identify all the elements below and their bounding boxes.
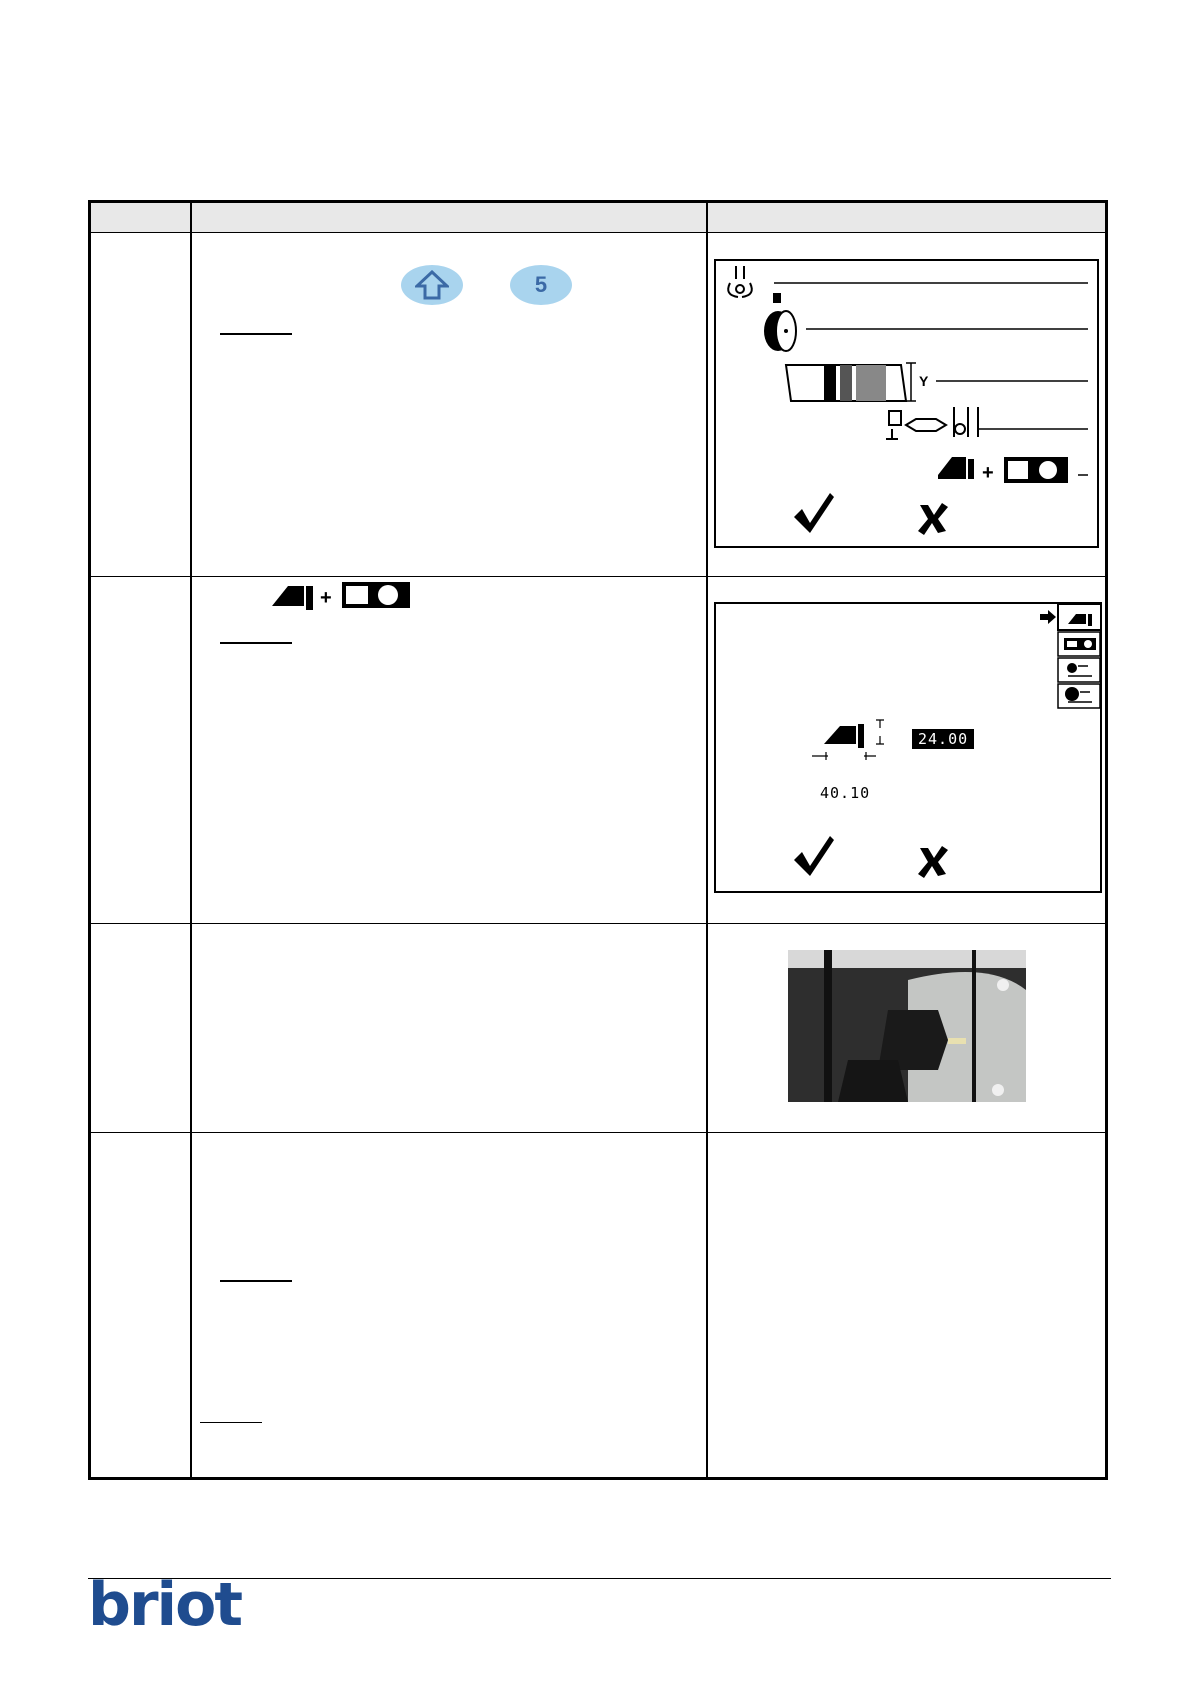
- note-underline: [220, 333, 292, 335]
- y-label: Y: [919, 373, 929, 389]
- checkmark-icon: [794, 493, 834, 533]
- table-header-row: [91, 203, 1105, 233]
- machine-photo: [788, 950, 1026, 1102]
- grinding-wheel-icon: [764, 293, 796, 351]
- briot-logo: briot: [88, 1570, 242, 1640]
- lens-frame-combo-icon: [270, 576, 414, 610]
- svg-text:+: +: [982, 462, 994, 484]
- arrow-up-icon: [415, 270, 449, 300]
- svg-text:+: +: [320, 587, 332, 609]
- note-underline: [200, 1422, 262, 1423]
- frame-tracer-icon: [728, 266, 752, 297]
- row-divider: [91, 1132, 1105, 1133]
- height-value: 24.00: [912, 729, 974, 749]
- shift-key-button[interactable]: [401, 265, 463, 305]
- width-value: 40.10: [820, 784, 871, 802]
- checkmark-icon: [794, 836, 834, 876]
- menu-graphics: [716, 261, 1097, 546]
- lens-and-frame-icon: [938, 457, 1068, 484]
- dimension-graphics: [716, 604, 1100, 891]
- key-label: 5: [534, 272, 548, 297]
- number-5-key-button[interactable]: [510, 265, 572, 305]
- cross-icon: [918, 846, 948, 878]
- column-divider: [706, 203, 708, 1477]
- cross-icon: [918, 503, 948, 535]
- bevel-profiles-icon: [786, 363, 916, 401]
- row-divider: [91, 923, 1105, 924]
- selection-arrow-icon: [1040, 610, 1056, 624]
- column-divider: [190, 203, 192, 1477]
- note-underline: [220, 1280, 292, 1282]
- footer-divider: [88, 1578, 1111, 1579]
- lcd-screen-menu: [714, 259, 1099, 548]
- note-underline: [220, 642, 292, 644]
- lcd-screen-dimensions: [714, 602, 1102, 893]
- row-divider: [91, 576, 1105, 577]
- drill-icon: [886, 407, 978, 439]
